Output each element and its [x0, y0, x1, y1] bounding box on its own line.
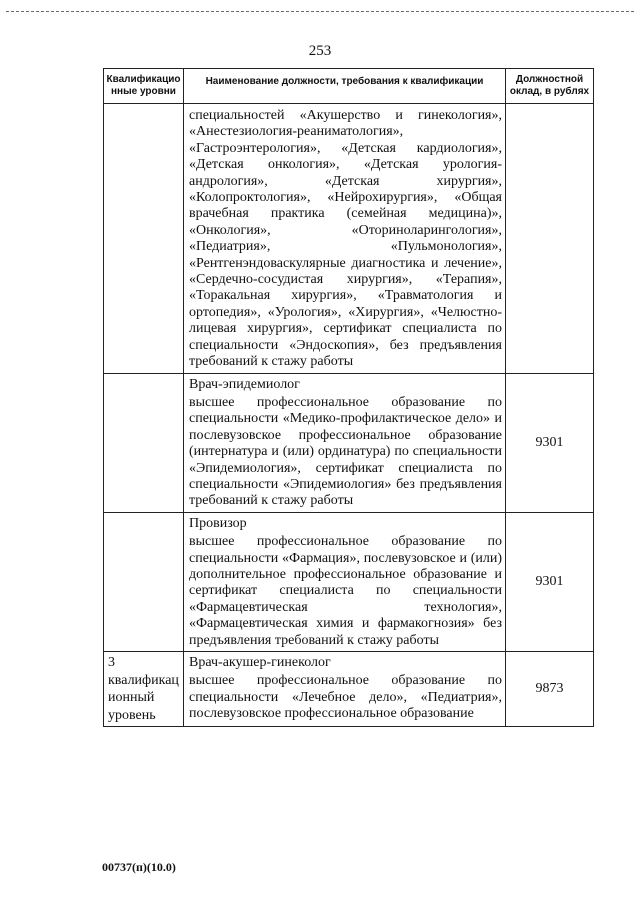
header-qualification-levels: Квалификацио нные уровни — [104, 69, 184, 104]
row-requirements-cell — [184, 652, 506, 727]
requirements-text: высшее профессиональное образование по специальности «Лечебное дело», «Педиатрия», послевузовское профессиональное образование — [189, 673, 502, 722]
document-code: 00737(п)(10.0) — [102, 860, 176, 874]
requirements-text: высшее профессиональное образование по специальности «Медико-профилактическое дело» и послевузовское профессиональное образование (интернатура и (или) ординатура) по специальности «Эпидемиология», сертификат специалиста по специальности «Эпидемиология» без предъявления требований к стажу работы — [189, 394, 502, 509]
position-title: Врач-эпидемиолог — [189, 376, 300, 392]
table-header-row — [104, 69, 594, 104]
row-level-cell — [104, 373, 184, 512]
header-position-requirements: Наименование должности, требования к квалификации — [184, 69, 506, 104]
row-requirements-cell — [184, 373, 506, 512]
table-row — [104, 512, 594, 651]
row-requirements-cell — [184, 104, 506, 374]
row-level-cell — [104, 512, 184, 651]
table-row — [104, 373, 594, 512]
page-number: 253 — [308, 43, 332, 59]
table-row — [104, 652, 594, 727]
row-level-cell — [104, 104, 184, 374]
requirements-text: специальностей «Акушерство и гинекология», «Анестезиология-реаниматология», «Гастроэнтерология», «Детская кардиология», «Детская онкология», «Детская урология-андрология», «Детская хирургия», «Колопроктология», «Нейрохирургия», «Общая врачебная практика (семейная медицина)», «Онкология», «Оториноларингология», «Педиатрия», «Пульмонология», «Рентгенэндоваскулярные диагностика и лечение», «Сердечно-сосудистая хирургия», «Терапия», «Торакальная хирургия», «Травматология и ортопедия», «Урология», «Хирургия», «Челюстно-лицевая хирургия», сертификат специалиста по специальности «Эндоскопия», без предъявления требований к стажу работы — [189, 108, 502, 370]
row-salary-cell: 9301 — [506, 373, 594, 512]
position-title: Провизор — [189, 515, 247, 531]
position-title: Врач-акушер-гинеколог — [189, 655, 331, 670]
row-requirements-cell — [184, 512, 506, 651]
level-label: квалификац ионный уровень — [108, 672, 179, 723]
table-row — [104, 104, 594, 374]
header-salary: Должностной оклад, в рублях — [506, 69, 594, 104]
row-salary-cell: 9301 — [506, 512, 594, 651]
row-level-cell — [104, 652, 184, 727]
row-salary-cell — [506, 104, 594, 374]
row-salary-cell: 9873 — [506, 652, 594, 727]
level-number: 3 — [108, 655, 115, 670]
qualification-table — [103, 68, 594, 727]
top-divider-line — [6, 11, 634, 12]
requirements-text: высшее профессиональное образование по специальности «Фармация», послевузовское и (или) дополнительное профессиональное образование и сертификат специалиста по специальности «Фармацевтическая технология», «Фармацевтическая химия и фармакогнозия» без предъявления требований к стажу работы — [189, 534, 502, 648]
